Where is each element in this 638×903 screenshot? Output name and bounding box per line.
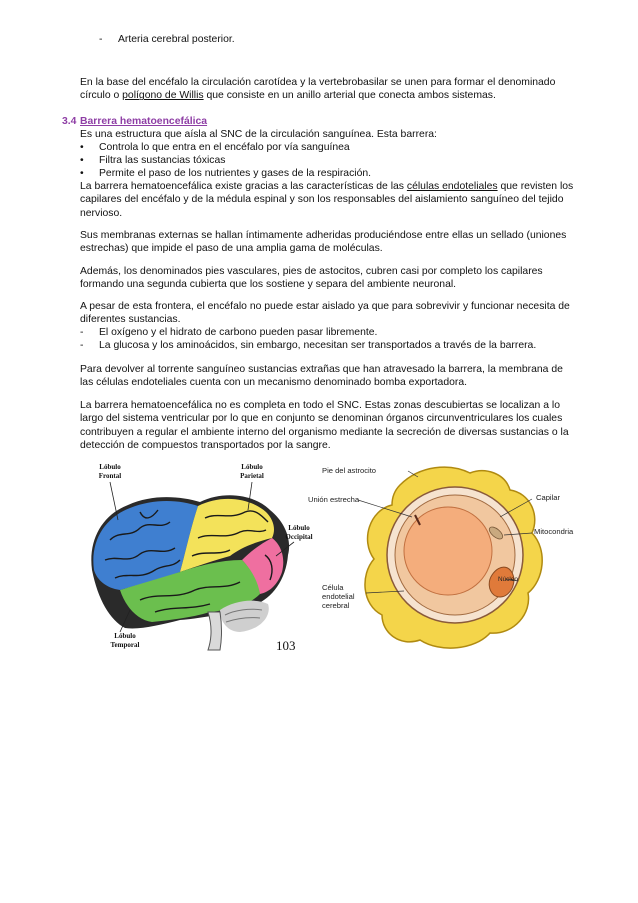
paragraph-devolver	[80, 363, 590, 390]
brain-figure	[80, 460, 330, 660]
paragraph-snc	[80, 399, 590, 453]
bbb-cell-figure	[300, 455, 600, 655]
text: La barrera hematoencefálica existe gracias a las características de las	[80, 181, 407, 192]
line: Sus membranas externas se hallan íntimamente adheridas produciéndose entre ellas un sellado (uniones	[80, 230, 567, 241]
label-line: Lóbulo	[288, 524, 310, 532]
capillary-illustration	[300, 455, 600, 655]
text: que revisten los	[497, 181, 574, 192]
dash-marker: -	[99, 34, 103, 45]
label-line: cerebral	[322, 601, 350, 610]
section-title: Barrera hematoencefálica	[80, 116, 208, 127]
list-item-glucosa	[80, 339, 590, 353]
label-union-estrecha: Unión estrecha	[308, 495, 360, 504]
line: las células endoteliales cuenta con un mecanismo denominado bomba exportadora.	[80, 377, 468, 389]
label-capilar: Capilar	[536, 493, 561, 502]
line: Para devolver al torrente sanguíneo sustancias extrañas que han atravesado la barrera, la membrana de	[80, 364, 563, 375]
label-lobulo-frontal	[90, 463, 130, 480]
paragraph-bhe	[80, 180, 590, 220]
line: detección de compuestos transportados por la sangre.	[80, 440, 331, 452]
dash-marker: -	[80, 327, 84, 338]
label-lobulo-parietal	[230, 463, 274, 480]
label-lobulo-temporal	[100, 632, 150, 649]
label-line: Occipital	[285, 532, 313, 541]
page-number: 103	[276, 638, 296, 653]
label-line: Célula	[322, 583, 344, 592]
line: formando una segunda cubierta que los sostiene y separa del ambiente neuronal.	[80, 279, 457, 291]
list-item-text: Arteria cerebral posterior.	[118, 34, 235, 45]
label-line: Lóbulo	[114, 632, 136, 640]
intro-text: Es una estructura que aísla al SNC de la circulación sanguínea. Esta barrera:	[80, 129, 437, 140]
label-line: endotelial	[322, 592, 355, 601]
section-number: 3.4	[62, 116, 77, 127]
label-nucleo: Núcleo	[498, 576, 518, 583]
bullet-marker: •	[80, 155, 84, 166]
paragraph-willis	[80, 76, 590, 103]
label-line: Temporal	[110, 640, 140, 649]
line: nervioso.	[80, 207, 123, 219]
dash-marker: -	[80, 340, 84, 351]
list-item-arteria	[99, 33, 399, 47]
bullet-marker: •	[80, 168, 84, 179]
label-celula-endotelial	[322, 583, 355, 610]
list-item-oxigeno	[80, 326, 590, 340]
label-line: Frontal	[98, 471, 122, 480]
text: círculo o	[80, 90, 123, 102]
line: Además, los denominados pies vasculares, pies de astocitos, cubren casi por completo los capilares	[80, 266, 543, 277]
label-mitocondria: Mitocondria	[534, 527, 574, 536]
label-pie-astrocito: Pie del astrocito	[322, 466, 377, 475]
list-item-text: El oxígeno y el hidrato de carbono pueden pasar libremente.	[99, 327, 378, 338]
line: capilares del encéfalo y de la médula espinal y son los responsables del aislamiento sanguíneo del tejido	[80, 194, 564, 206]
label-line: Lóbulo	[241, 463, 263, 471]
bullet-marker: •	[80, 142, 84, 153]
line: contribuyen a regular el ambiente interno del organismo mediante la secreción de diversas sustancias o la	[80, 426, 569, 438]
label-line: Parietal	[240, 471, 264, 480]
link-celulas-endoteliales[interactable]: células endoteliales	[406, 181, 498, 192]
bullet-text: Controla lo que entra en el encéfalo por vía sanguínea	[99, 142, 350, 153]
label-line: Lóbulo	[99, 463, 121, 471]
line: A pesar de esta frontera, el encéfalo no puede estar aislado ya que para sobrevivir y funcionar necesita de	[80, 301, 570, 312]
line: La barrera hematoencefálica no es completa en todo el SNC. Estas zonas descubiertas se localizan a lo	[80, 400, 560, 411]
list-item-text: La glucosa y los aminoácidos, sin embargo, necesitan ser transportados a través de la barrera.	[99, 340, 537, 351]
line	[80, 89, 590, 102]
line: diferentes sustancias.	[80, 314, 181, 326]
line: estrechas) que impide el paso de una amplia gama de moléculas.	[80, 243, 383, 255]
line: En la base del encéfalo la circulación carotídea y la vertebrobasilar se unen para formar el denominado	[80, 77, 556, 88]
paragraph-membranas	[80, 229, 590, 256]
paragraph-pies	[80, 265, 590, 292]
line: largo del sistema ventricular por lo que en conjunto se denominan órganos circunventriculares los cuales	[80, 413, 563, 425]
line	[80, 180, 590, 193]
text: que consiste en un anillo arterial que conecta ambos sistemas.	[203, 90, 496, 102]
bullet-text: Permite el paso de los nutrientes y gases de la respiración.	[99, 168, 372, 179]
brain-illustration	[80, 460, 330, 660]
bullet-text: Filtra las sustancias tóxicas	[99, 155, 226, 166]
paragraph-frontera	[80, 300, 590, 327]
link-poligono-willis[interactable]: polígono de Willis	[122, 90, 204, 102]
